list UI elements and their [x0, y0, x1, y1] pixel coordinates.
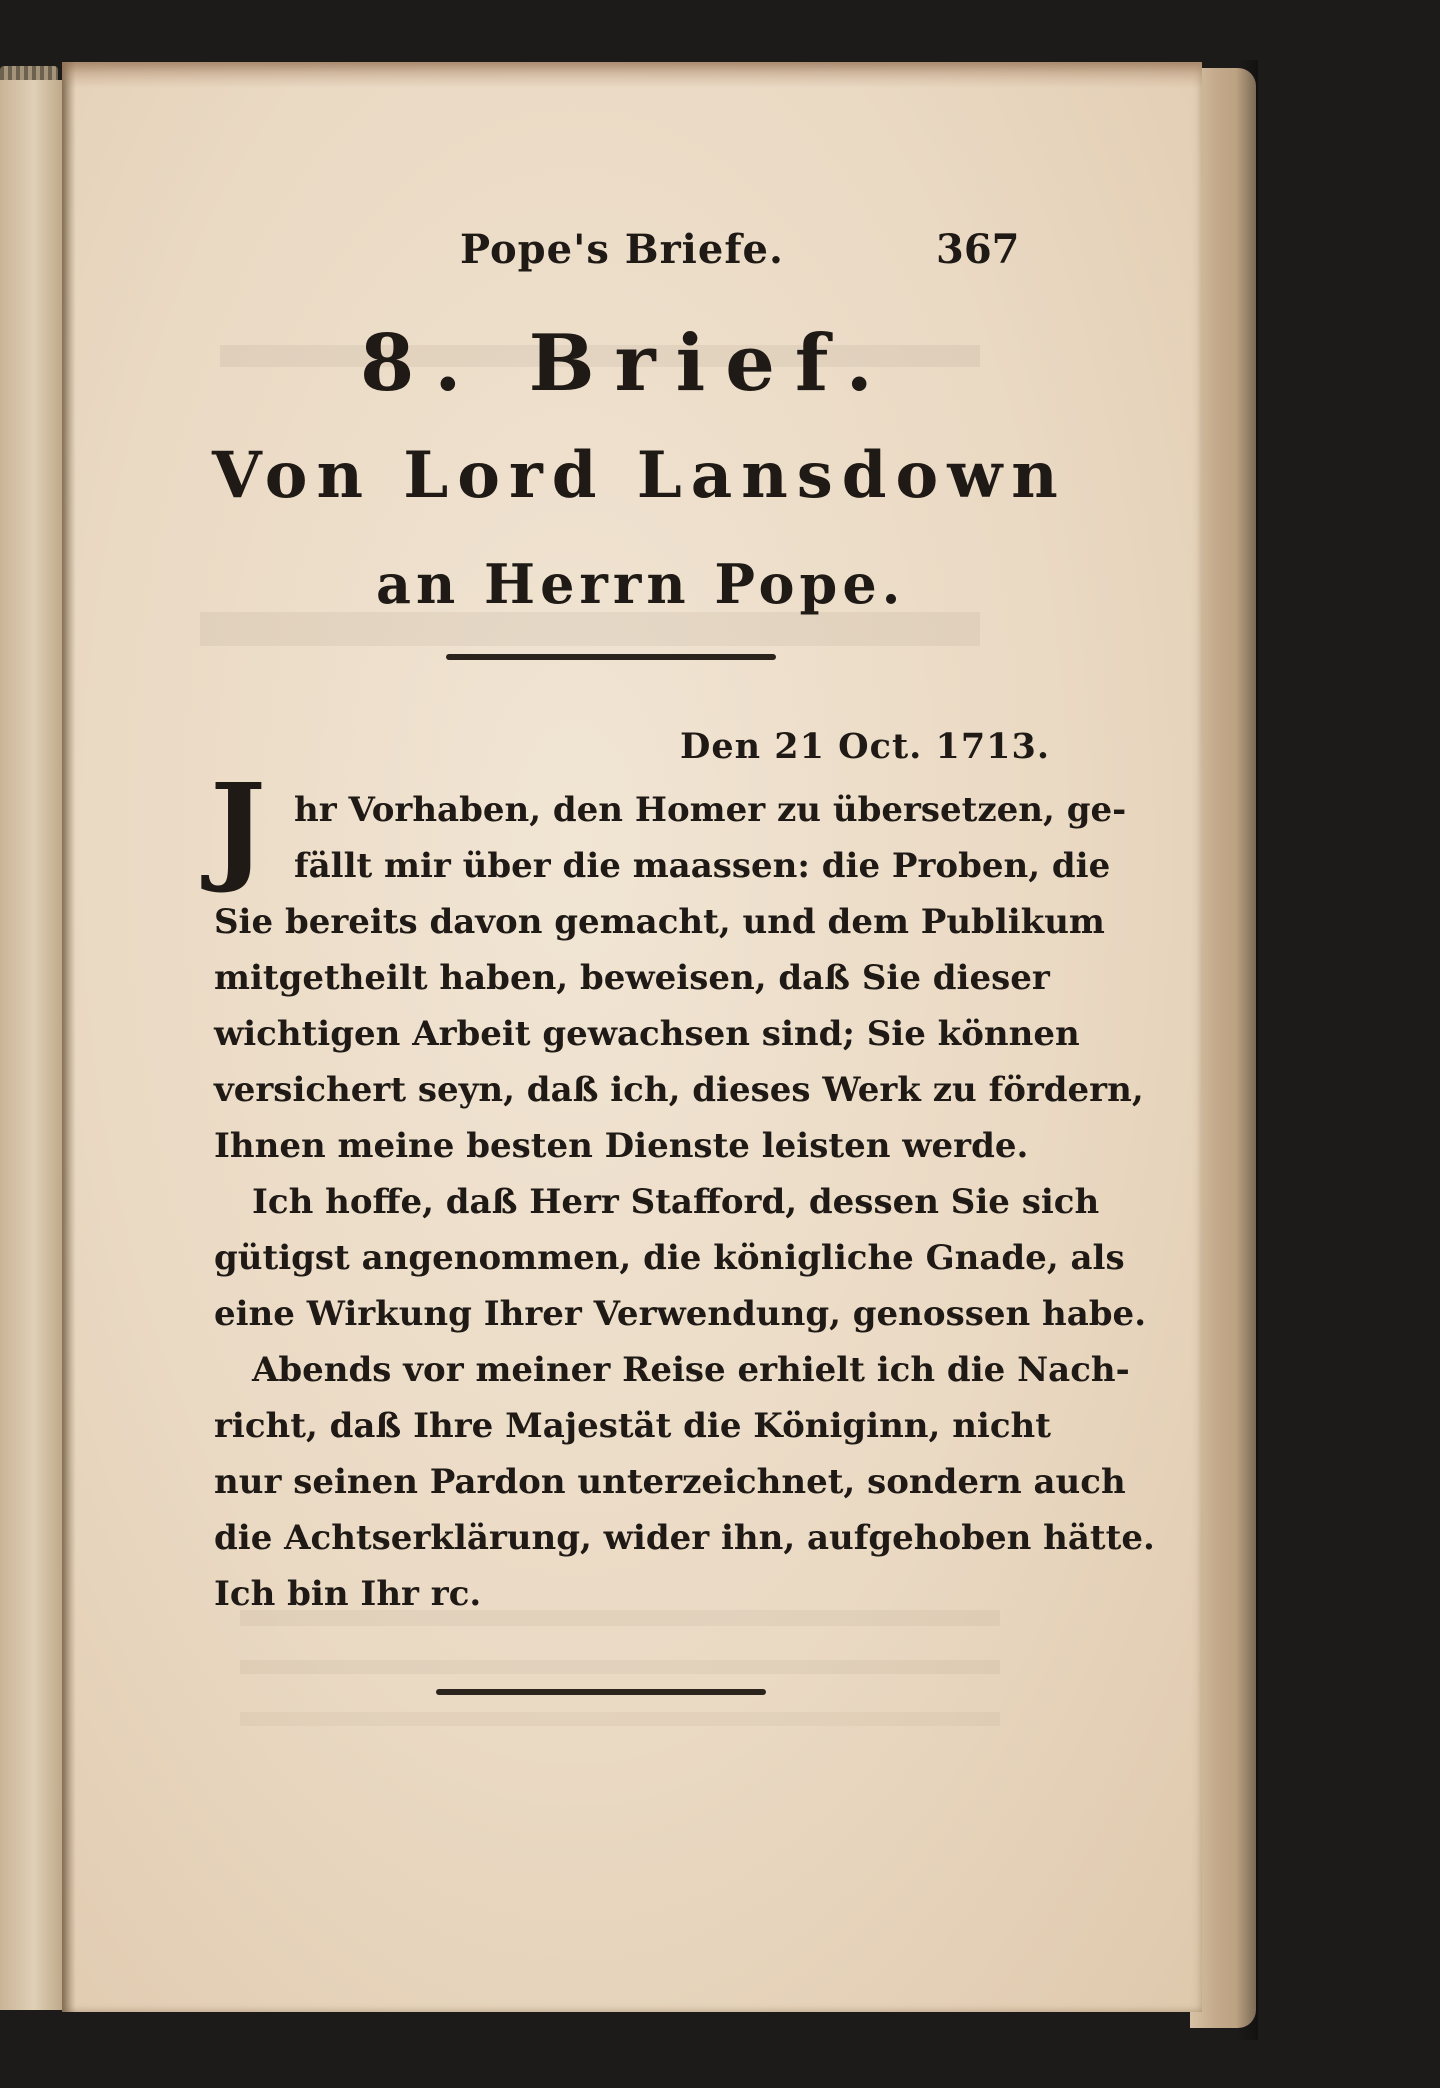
- text-line: eine Wirkung Ihrer Verwendung, genossen habe.: [214, 1294, 1147, 1334]
- text-line: richt, daß Ihre Majestät die Königinn, nicht: [214, 1406, 1051, 1446]
- page-number: 367: [936, 226, 1020, 273]
- text-line: Ich hoffe, daß Herr Stafford, dessen Sie sich: [252, 1182, 1100, 1222]
- facing-page-edge: [0, 80, 64, 2010]
- letter-sender: Von Lord Lansdown: [212, 438, 1067, 513]
- show-through-mark: [240, 1712, 1000, 1736]
- text-line: nur seinen Pardon unterzeichnet, sondern auch: [214, 1462, 1126, 1502]
- text-line: Ich bin Ihr rc.: [214, 1574, 482, 1614]
- text-line: fällt mir über die maassen: die Proben, die: [294, 846, 1111, 886]
- page-edge-shadow: [1236, 60, 1258, 2040]
- text-line: die Achtserklärung, wider ihn, aufgehoben hätte.: [214, 1518, 1155, 1558]
- show-through-mark: [240, 1660, 1000, 1684]
- text-line: wichtigen Arbeit gewachsen sind; Sie können: [214, 1014, 1080, 1054]
- letter-recipient: an Herrn Pope.: [376, 552, 906, 616]
- gutter-shadow: [62, 62, 76, 2012]
- letter-heading: 8. Brief.: [360, 318, 893, 409]
- text-line: Sie bereits davon gemacht, und dem Publikum: [214, 902, 1105, 942]
- text-line: Ihnen meine besten Dienste leisten werde.: [214, 1126, 1029, 1166]
- section-rule-top: [446, 654, 776, 660]
- text-line: versichert seyn, daß ich, dieses Werk zu fördern,: [214, 1070, 1144, 1110]
- text-line: Abends vor meiner Reise erhielt ich die Nach-: [252, 1350, 1130, 1390]
- page-top-stain: [62, 62, 1202, 88]
- show-through-mark: [200, 612, 980, 686]
- drop-cap: J: [210, 757, 266, 896]
- section-rule-bottom: [436, 1689, 766, 1695]
- text-line: gütigst angenommen, die königliche Gnade, als: [214, 1238, 1125, 1278]
- text-line: hr Vorhaben, den Homer zu übersetzen, ge-: [294, 790, 1127, 830]
- dateline: Den 21 Oct. 1713.: [680, 726, 1051, 767]
- running-head: Pope's Briefe.: [460, 226, 784, 273]
- text-line: mitgetheilt haben, beweisen, daß Sie dieser: [214, 958, 1050, 998]
